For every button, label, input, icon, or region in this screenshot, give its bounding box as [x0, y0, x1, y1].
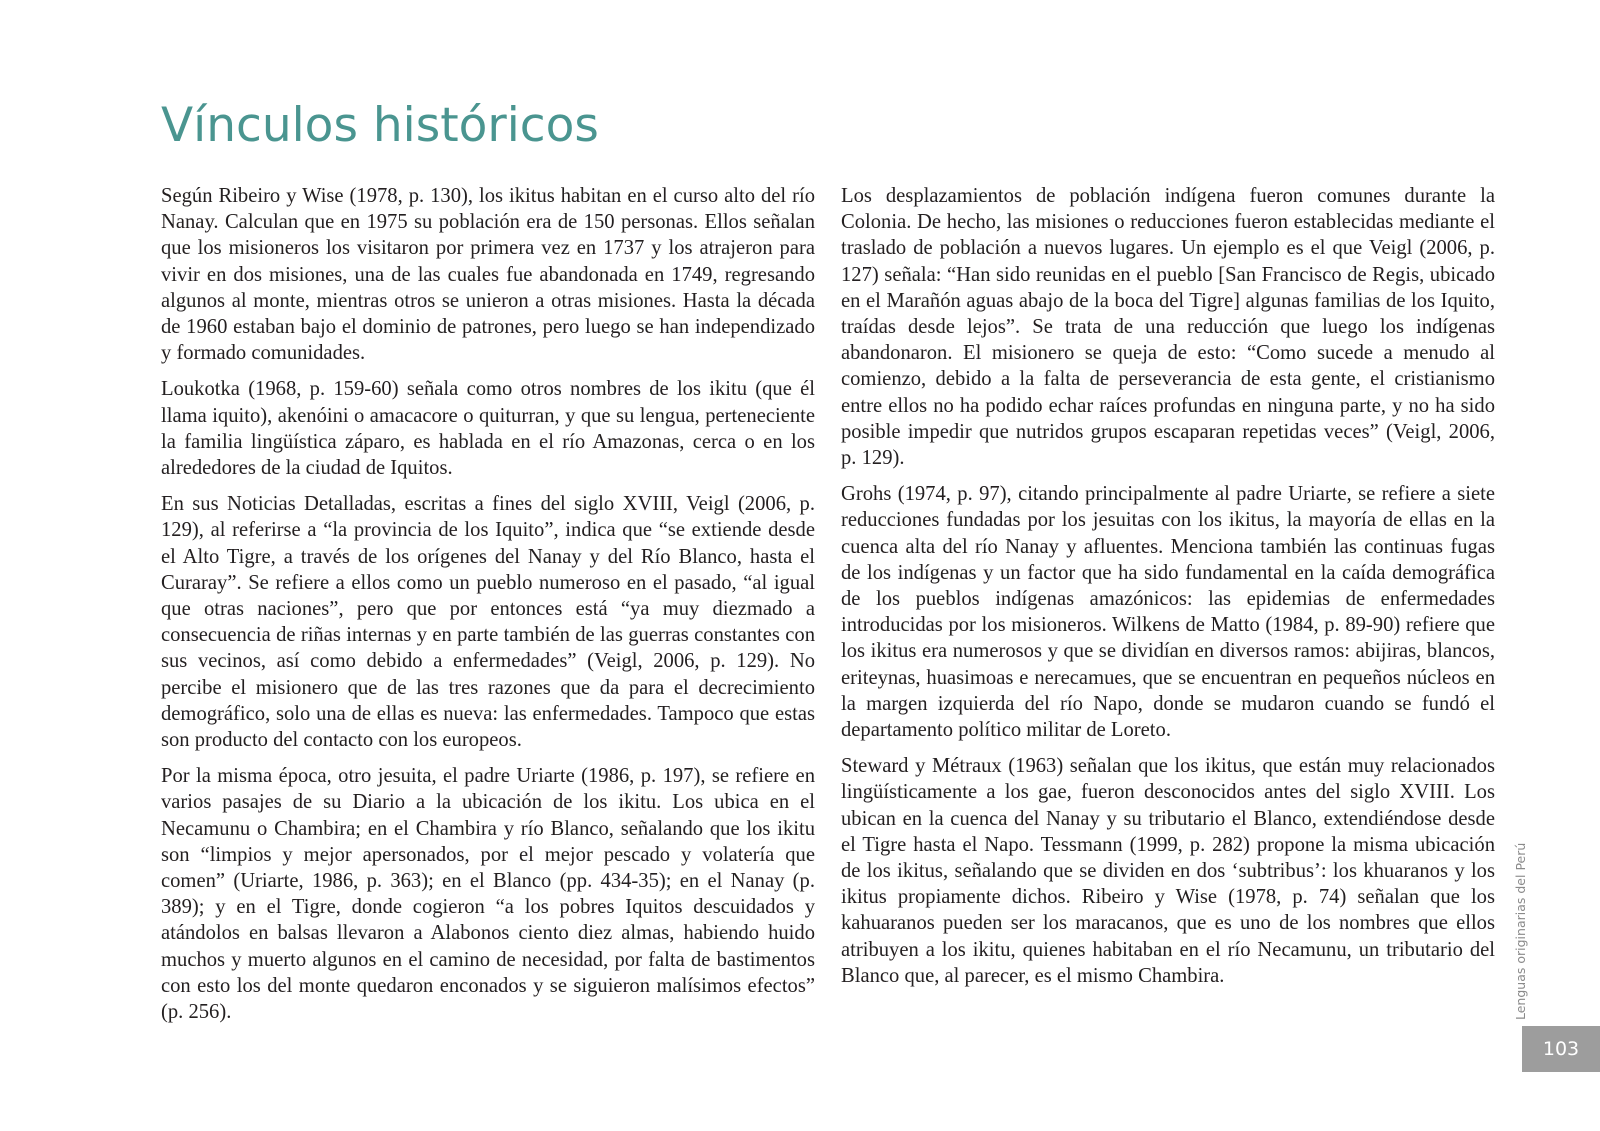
- left-column: [161, 183, 815, 1035]
- paragraph-desplazamientos: Los desplazamientos de población indígena fueron comunes durante la Colonia. De hecho, las misiones o reducciones fueron establecidas mediante el traslado de población a nuevos lugares. Un ejemplo es el que Veigl (2006, p. 127) señala: “Han sido reunidas en el pueblo [San Francisco de Regis, ubicado en el Marañón aguas abajo de la boca del Tigre] algunas familias de los Iquito, traídas desde lejos”. Se trata de una reducción que luego los indígenas abandonaron. El misionero se queja de esto: “Como sucede a menudo al comienzo, debido a la falta de perseverancia de esta gente, el cristianismo entre ellos no ha podido echar raíces profundas en ninguna parte, y no ha sido posible impedir que nutridos grupos escaparan repetidas veces” (Veigl, 2006, p. 129).: [841, 185, 1495, 470]
- paragraph-steward-metraux: Steward y Métraux (1963) señalan que los ikitus, que están muy relacionados lingüísticamente a los gae, fueron desconocidos antes del siglo XVIII. Los ubican en la cuenca del Nanay y su tributario el Blanco, extendiéndose desde el Tigre hasta el Napo. Tessmann (1999, p. 282) propone la misma ubicación de los ikitus, señalando que se dividen en dos ‘subtribus’: los khuaranos y los ikitus propiamente dichos. Ribeiro y Wise (1978, p. 74) señalan que los kahuaranos pueden ser los maracanos, que es uno de los nombres que ellos atribuyen a los ikitu, quienes habitaban en el río Necamunu, un tributario del Blanco que, al parecer, es el mismo Chambira.: [841, 755, 1495, 987]
- paragraph-ribeiro-wise: Según Ribeiro y Wise (1978, p. 130), los ikitus habitan en el curso alto del río Nanay. Calculan que en 1975 su población era de 150 personas. Ellos señalan que los misioneros los visitaron por primera vez en 1737 y los atrajeron para vivir en dos misiones, una de las cuales fue abandonada en 1749, regresando algunos al monte, mientras otros se unieron a otras misiones. Hasta la década de 1960 estaban bajo el dominio de patrones, pero luego se han independizado y formado comunidades.: [161, 185, 815, 365]
- page-title: Vínculos históricos: [161, 98, 599, 153]
- paragraph-veigl-noticias: En sus Noticias Detalladas, escritas a fines del siglo XVIII, Veigl (2006, p. 129), al referirse a “la provincia de los Iquito”, indica que “se extiende desde el Alto Tigre, a través de los orígenes del Nanay y del Río Blanco, hasta el Curaray”. Se refiere a ellos como un pueblo numeroso en el pasado, “al igual que otras naciones”, pero que por entonces está “ya muy diezmado a consecuencia de riñas internas y en parte también de las guerras constantes con sus vecinos, así como debido a enfermedades” (Veigl, 2006, p. 129). No percibe el misionero que de las tres razones que da para el decrecimiento demográfico, solo una de ellas es nueva: las enfermedades. Tampoco que estas son producto del contacto con los europeos.: [161, 493, 815, 752]
- page-number: 103: [1522, 1026, 1600, 1072]
- right-column: [841, 183, 1495, 999]
- paragraph-loukotka: Loukotka (1968, p. 159-60) señala como otros nombres de los ikitu (que él llama iquito), akenóini o amacacore o quiturran, y que su lengua, perteneciente la familia lingüística záparo, es hablada en el río Amazonas, cerca o en los alrededores de la ciudad de Iquitos.: [161, 378, 815, 480]
- paragraph-uriarte: Por la misma época, otro jesuita, el padre Uriarte (1986, p. 197), se refiere en varios pasajes de su Diario a la ubicación de los ikitu. Los ubica en el Necamunu o Chambira; en el Chambira y río Blanco, señalando que los ikitu son “limpios y mejor apersonados, por el mejor pescado y volatería que comen” (Uriarte, 1986, p. 363); en el Blanco (pp. 434-35); en el Nanay (p. 389); y en el Tigre, donde cogieron “a los pobres Iquitos descuidados y atándolos en balsas llevaron a Alabonos ciento diez almas, habiendo huido muchos y muerto algunos en el camino de necesidad, por falta de bastimentos con esto los del monte quedaron enconados y se siguieron malísimos efectos” (p. 256).: [161, 765, 815, 1024]
- paragraph-grohs: Grohs (1974, p. 97), citando principalmente al padre Uriarte, se refiere a siete reducciones fundadas por los jesuitas con los ikitus, la mayoría de ellas en la cuenca alta del río Nanay y afluentes. Menciona también las continuas fugas de los indígenas y un factor que ha sido fundamental en la caída demográfica de los pueblos indígenas amazónicos: las epidemias de enfermedades introducidas por los misioneros. Wilkens de Matto (1984, p. 89-90) refiere que los ikitus era numerosos y que se dividían en diversos ramos: abijiras, blancos, eriteynas, huasimoas e nerecamues, que se encuentran en pequeños núcleos en la margen izquierda del río Napo, donde se mudaron cuando se fundó el departamento político militar de Loreto.: [841, 483, 1495, 742]
- side-caption: Lenguas originarias del Perú: [1513, 842, 1528, 1020]
